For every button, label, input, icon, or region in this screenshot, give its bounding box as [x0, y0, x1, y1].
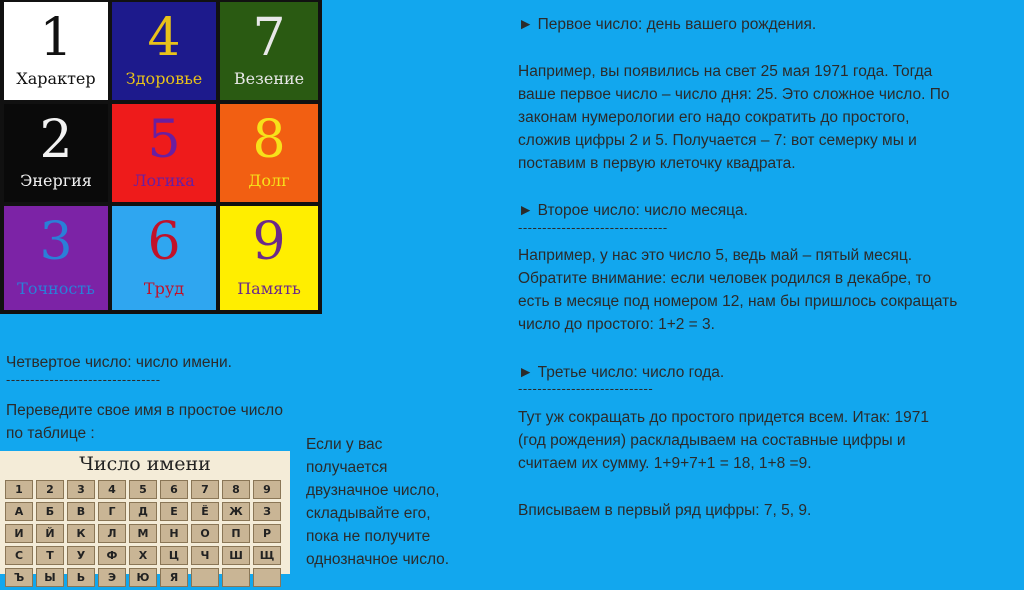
- table-cell: Н: [160, 524, 188, 543]
- table-cell: 3: [67, 480, 95, 499]
- first-number-text: [518, 60, 950, 175]
- table-cell: Е: [160, 502, 188, 521]
- table-cell: Я: [160, 568, 188, 587]
- table-cell: 7: [191, 480, 219, 499]
- table-cell: У: [67, 546, 95, 565]
- table-cell: А: [5, 502, 33, 521]
- text-line: Обратите внимание: если человек родился в декабре, то: [518, 270, 932, 287]
- cell-label: Память: [237, 279, 301, 298]
- text-line: считаем их сумму. 1+9+7+1 = 18, 1+8 =9.: [518, 455, 812, 472]
- grid-cell-6: [112, 206, 216, 310]
- cell-label: Здоровье: [125, 69, 203, 88]
- grid-cell-8: [220, 104, 318, 202]
- divider-line: -------------------------------: [518, 220, 668, 235]
- cell-number: 3: [39, 212, 73, 272]
- text-line: (год рождения) раскладываем на составные цифры и: [518, 432, 906, 449]
- table-cell: М: [129, 524, 157, 543]
- cell-number: 5: [147, 110, 181, 170]
- text-line: по таблице :: [6, 425, 95, 442]
- text-line: двузначное число,: [306, 482, 440, 499]
- table-cell: Б: [36, 502, 64, 521]
- table-cell: З: [253, 502, 281, 521]
- table-cell: Т: [36, 546, 64, 565]
- table-cell: Ц: [160, 546, 188, 565]
- table-cell: 4: [98, 480, 126, 499]
- table-cell: 6: [160, 480, 188, 499]
- grid-cell-5: [112, 104, 216, 202]
- cell-number: 7: [252, 8, 286, 68]
- cell-number: 9: [252, 212, 286, 272]
- table-row: [5, 502, 281, 521]
- table-cell: Ё: [191, 502, 219, 521]
- table-cell: Д: [129, 502, 157, 521]
- table-cell: П: [222, 524, 250, 543]
- cell-label: Долг: [248, 171, 290, 190]
- text-line: Тут уж сокращать до простого придется всем. Итак: 1971: [518, 409, 930, 426]
- table-cell: К: [67, 524, 95, 543]
- table-cell: О: [191, 524, 219, 543]
- table-cell: Ч: [191, 546, 219, 565]
- cell-label: Логика: [133, 171, 195, 190]
- grid-cell-9: [220, 206, 318, 310]
- text-line: пока не получите: [306, 528, 431, 545]
- cell-label: Точность: [17, 279, 95, 298]
- grid-cell-1: [4, 2, 108, 100]
- text-line: Например, у нас это число 5, ведь май – пятый месяц.: [518, 247, 913, 264]
- table-row: [5, 546, 281, 565]
- third-number-heading: ► Третье число: число года.: [518, 364, 725, 381]
- text-line: число до простого: 1+2 = 3.: [518, 316, 715, 333]
- text-line: есть в месяце под номером 12, нам бы пришлось сокращать: [518, 293, 958, 310]
- divider-line: ----------------------------: [518, 381, 654, 396]
- table-cell: Х: [129, 546, 157, 565]
- table-cell: И: [5, 524, 33, 543]
- text-line: поставим в первую клеточку квадрата.: [518, 155, 796, 172]
- table-cell: 8: [222, 480, 250, 499]
- table-cell: Й: [36, 524, 64, 543]
- table-cell: 5: [129, 480, 157, 499]
- name-number-table: [0, 451, 290, 584]
- table-cell: 2: [36, 480, 64, 499]
- table-cell: Ъ: [5, 568, 33, 587]
- fourth-number-heading: Четвертое число: число имени.: [6, 354, 232, 371]
- second-number-text: [518, 244, 957, 336]
- cell-number: 2: [39, 110, 73, 170]
- text-line: Переведите свое имя в простое число: [6, 402, 283, 419]
- table-cell: С: [5, 546, 33, 565]
- text-line: получается: [306, 459, 388, 476]
- cell-label: Энергия: [20, 171, 92, 190]
- cell-number: 8: [252, 110, 286, 170]
- numerology-grid: [0, 0, 322, 314]
- cell-label: Везение: [233, 69, 305, 88]
- table-cell: [222, 568, 250, 587]
- cell-number: 1: [39, 8, 73, 68]
- cell-number: 4: [147, 8, 181, 68]
- text-line: складывайте его,: [306, 505, 431, 522]
- table-cell: Ж: [222, 502, 250, 521]
- text-line: Например, вы появились на свет 25 мая 1971 года. Тогда: [518, 63, 933, 80]
- table-row: [5, 568, 281, 587]
- table-cell: Ф: [98, 546, 126, 565]
- cell-label: Труд: [143, 279, 185, 298]
- side-note: [306, 433, 449, 571]
- text-line: однозначное число.: [306, 551, 450, 568]
- divider-line: --------------------------------: [6, 372, 161, 387]
- second-number-heading: ► Второе число: число месяца.: [518, 202, 748, 219]
- third-number-text: [518, 406, 929, 475]
- table-cell: Ю: [129, 568, 157, 587]
- cell-number: 6: [147, 212, 181, 272]
- table-row: [5, 480, 281, 499]
- table-cell: [253, 568, 281, 587]
- table-cell: Ь: [67, 568, 95, 587]
- table-cell: Р: [253, 524, 281, 543]
- table-cell: Э: [98, 568, 126, 587]
- table-cell: Ш: [222, 546, 250, 565]
- table-cell: 9: [253, 480, 281, 499]
- text-line: Если у вас: [306, 436, 383, 453]
- grid-cell-2: [4, 104, 108, 202]
- table-cell: [191, 568, 219, 587]
- first-number-heading: ► Первое число: день вашего рождения.: [518, 16, 817, 33]
- table-title: Число имени: [79, 453, 211, 475]
- table-cell: В: [67, 502, 95, 521]
- text-line: ваше первое число – число дня: 25. Это сложное число. По: [518, 86, 950, 103]
- table-row: [5, 524, 281, 543]
- letter-table: [2, 477, 284, 590]
- table-cell: Щ: [253, 546, 281, 565]
- fourth-number-text: [6, 399, 283, 445]
- grid-cell-3: [4, 206, 108, 310]
- cell-label: Характер: [16, 69, 96, 88]
- table-cell: Ы: [36, 568, 64, 587]
- text-line: законам нумерологии его надо сократить до простого,: [518, 109, 910, 126]
- table-cell: 1: [5, 480, 33, 499]
- table-cell: Г: [98, 502, 126, 521]
- final-row-text: Вписываем в первый ряд цифры: 7, 5, 9.: [518, 502, 812, 519]
- grid-cell-7: [220, 2, 318, 100]
- table-cell: Л: [98, 524, 126, 543]
- grid-cell-4: [112, 2, 216, 100]
- text-line: сложив цифры 2 и 5. Получается – 7: вот семерку мы и: [518, 132, 917, 149]
